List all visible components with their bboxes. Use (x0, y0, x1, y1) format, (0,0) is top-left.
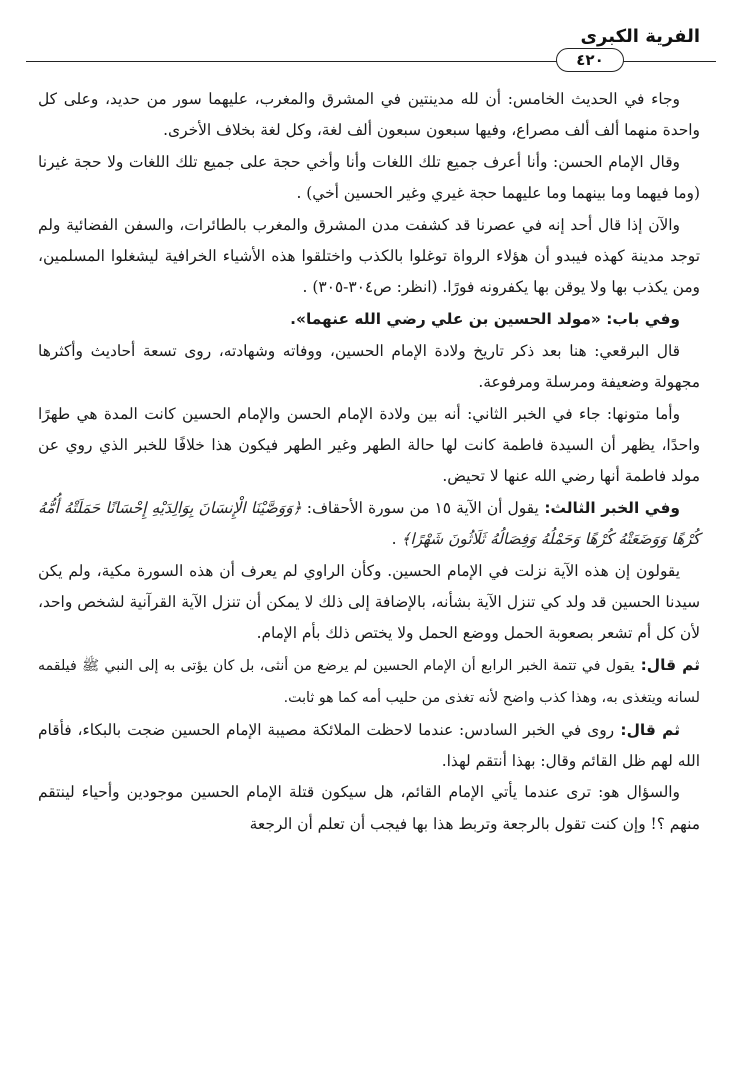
body-text (38, 84, 700, 840)
paragraph-9-text: يقول في تتمة الخبر الرابع أن الإمام الحسين لم يرضع من أنثى، بل كان يؤتى به إلى النبي ﷺ فيلقمه لسانه ويتغذى به، وهذا كذب واضح لأنه تغذى من حليب أمه كما هو ثابت. (38, 657, 700, 706)
paragraph-7-text: يقول أن الآية ١٥ من سورة الأحقاف: (301, 498, 539, 517)
paragraph-9-lead: ثم قال: (634, 655, 700, 674)
paragraph-10-lead: ثم قال: (614, 720, 680, 739)
paragraph-9 (38, 650, 700, 714)
paragraph-3: والآن إذا قال أحد إنه في عصرنا قد كشفت مدن المشرق والمغرب بالطائرات، والسفن الفضائية ولم توجد مدينة كهذه فيبدو أن هؤلاء الرواة توغلوا بالكذب واختلقوا هذه الأشياء الخرافية ليشغلوا المسلمين، ومن يكذب بها ولا يوقن بها يكفرونه فورًا. (انظر: ص٣٠٤-٣٠٥) . (38, 215, 700, 297)
paragraph-2: وقال الإمام الحسن: وأنا أعرف جميع تلك اللغات وأنا وأخي حجة على جميع تلك اللغات ولا حجة غيرنا (وما فيهما وما بينهما وما عليهما حجة غيري وغير الحسين أخي) . (38, 152, 700, 203)
paragraph-7 (38, 493, 700, 555)
paragraph-5: قال البرقعي: هنا بعد ذكر تاريخ ولادة الإمام الحسين، ووفاته وشهادته، روى تسعة أحاديث وأكثرها مجهولة وضعيفة ومرسلة ومرفوعة. (38, 341, 700, 391)
quran-verse: ﴿وَوَصَّيْنَا الْإِنسَانَ بِوَالِدَيْهِ إِحْسَانًا حَمَلَتْهُ أُمُّهُ كُرْهًا وَوَضَعَتْهُ كُرْهًا وَحَمْلُهُ وَفِصَالُهُ ثَلَاثُونَ شَهْرًا﴾ (38, 498, 700, 548)
paragraph-6: وأما متونها: جاء في الخبر الثاني: أنه بين ولادة الإمام الحسن والإمام الحسين كانت المدة هي طهرًا واحدًا، يظهر أن السيدة فاطمة كانت لها حالة الطهر وغير الطهر فيكون هذا خلافًا للخبر الذي روي عن مولد فاطمة أنها رضي الله عنها لا تحيض. (38, 404, 700, 485)
paragraph-11: والسؤال هو: ترى عندما يأتي الإمام القائم، هل سيكون قتلة الإمام الحسين موجودين وأحياء لينتقم منهم ؟! وإن كنت تقول بالرجعة وتربط هذا بها فيجب أن تعلم أن الرجعة (38, 783, 700, 833)
paragraph-4 (38, 304, 700, 335)
book-title: الفرية الكبرى (580, 26, 700, 47)
paragraph-10 (38, 715, 700, 777)
chapter-lead: وفي باب: (600, 309, 680, 328)
chapter-title: «مولد الحسين بن علي رضي الله عنهما». (290, 309, 601, 328)
paragraph-8: يقولون إن هذه الآية نزلت في الإمام الحسين. وكأن الراوي لم يعرف أن هذه السورة مكية، ولم يكن سيدنا الحسين قد ولد كي تنزل الآية بشأنه، بالإضافة إلى ذلك لا يمكن أن تنزل الآية القرآنية لشخص واحد، لأن كل أم تشعر بصعوبة الحمل ووضع الحمل ولا يختص ذلك بأم الإمام. (38, 561, 700, 642)
paragraph-1: وجاء في الحديث الخامس: أن لله مدينتين في المشرق والمغرب، عليهما سور من حديد، وعلى كل واحدة منهما ألف ألف مصراع، وفيها سبعون سبعون ألف لغة، وكل لغة بخلاف الأخرى. (38, 90, 700, 140)
paragraph-10-text: روى في الخبر السادس: عندما لاحظت الملائكة مصيبة الإمام الحسين ضجت بالبكاء، فأقام الله لهم ظل القائم وقال: بهذا أنتقم لهذا. (38, 720, 700, 770)
page-number: ٤٢٠ (556, 48, 624, 72)
paragraph-7-end: . (391, 529, 402, 548)
paragraph-7-lead: وفي الخبر الثالث: (538, 498, 681, 517)
